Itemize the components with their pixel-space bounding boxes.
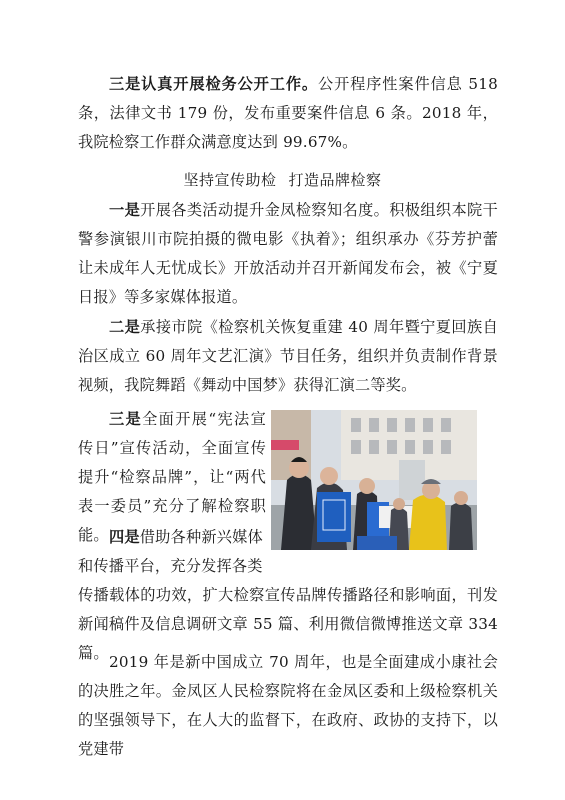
- paragraph-lead: 三是认真开展检务公开工作。: [109, 75, 318, 93]
- event-photo: [271, 410, 477, 550]
- paragraph-media-start: [78, 523, 266, 581]
- paragraph-lead: 一是: [109, 201, 141, 219]
- paragraph-body: 公开程序性案件信息 518 条，法律文书 179 份，发布重要案件信息 6 条。2018 年，我院检察工作群众满意度达到 99.67%。: [78, 75, 498, 151]
- outdoor-publicity-event-photo-icon: [271, 410, 477, 550]
- section-heading-part2: 打造品牌检察: [288, 171, 382, 189]
- paragraph-body: 全面开展“宪法宣传日”宣传活动，全面宣传提升“检察品牌”，让“两代表一委员”充分了解检察职能。: [78, 410, 266, 544]
- paragraph-body: 传播载体的功效，扩大检察宣传品牌传播路径和影响面，刊发新闻稿件及信息调研文章 55 篇、利用微信微博推送文章 334 篇。: [78, 586, 498, 662]
- section-heading-part1: 坚持宣传助检: [183, 171, 277, 189]
- paragraph-disclosure: [78, 70, 498, 157]
- paragraph-performance: [78, 313, 498, 400]
- section-heading: [0, 168, 565, 192]
- paragraph-lead: 二是: [109, 318, 141, 336]
- paragraph-lead: 四是: [109, 528, 140, 546]
- paragraph-body: 开展各类活动提升金凤检察知名度。积极组织本院干警参演银川市院拍摄的微电影《执着》；组织承办《芬芳护蕾 让未成年人无忧成长》开放活动并召开新闻发布会，被《宁夏日报》等多家媒体报道。: [78, 201, 498, 306]
- paragraph-body-line1: 借助各种新兴媒体: [139, 528, 263, 546]
- paragraph-outlook: [78, 648, 498, 764]
- paragraph-lead: 三是: [109, 410, 143, 428]
- paragraph-body: 2019 年是新中国成立 70 周年，也是全面建成小康社会的决胜之年。金凤区人民检察院将在金凤区委和上级检察机关的坚强领导下，在人大的监督下，在政府、政协的支持下，以党建带: [78, 653, 498, 758]
- paragraph-body-line2: 和传播平台，充分发挥各类: [78, 557, 263, 575]
- paragraph-activities: [78, 196, 498, 312]
- paragraph-body: 承接市院《检察机关恢复重建 40 周年暨宁夏回族自治区成立 60 周年文艺汇演》节目任务，组织并负责制作背景视频，我院舞蹈《舞动中国梦》获得汇演二等奖。: [78, 318, 498, 394]
